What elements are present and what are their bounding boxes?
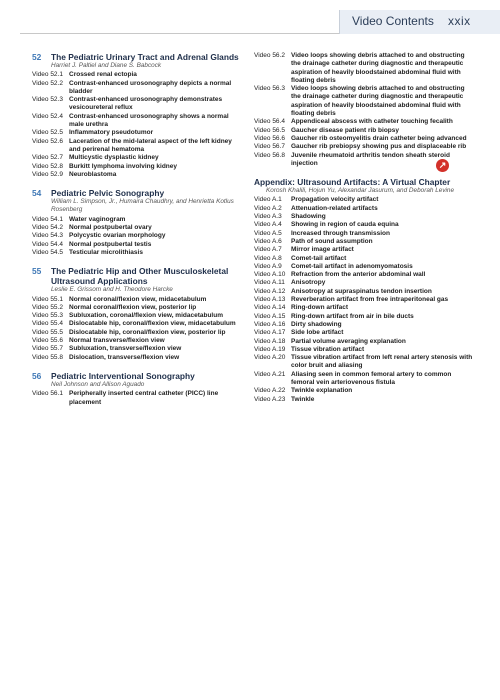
video-title: Contrast-enhanced urosonography shows a normal male urethra bbox=[69, 112, 229, 129]
video-entry[interactable] bbox=[32, 129, 244, 137]
video-title: Multicystic dysplastic kidney bbox=[69, 154, 159, 162]
video-number: Video 52.9 bbox=[32, 170, 63, 178]
chapter-heading[interactable] bbox=[32, 266, 244, 286]
video-title: Tissue vibration artifact bbox=[291, 345, 365, 353]
video-entry[interactable] bbox=[254, 221, 474, 229]
video-number: Video 56.3 bbox=[254, 85, 285, 93]
chapter-title: The Pediatric Urinary Tract and Adrenal Glands bbox=[51, 52, 239, 62]
video-number: Video A.20 bbox=[254, 354, 286, 362]
video-entry[interactable] bbox=[254, 321, 474, 329]
video-entry[interactable] bbox=[254, 196, 474, 204]
video-entry[interactable] bbox=[32, 171, 244, 179]
video-entry[interactable] bbox=[32, 224, 244, 232]
video-number: Video A.9 bbox=[254, 262, 282, 270]
video-title: Comet-tail artifact in adenomyomatosis bbox=[291, 262, 413, 270]
video-number: Video A.10 bbox=[254, 271, 286, 279]
video-entry[interactable] bbox=[32, 312, 244, 320]
video-title: Subluxation, coronal/flexion view, midacetabulum bbox=[69, 312, 223, 320]
video-title: Gaucher disease patient rib biopsy bbox=[291, 126, 400, 134]
video-entry[interactable] bbox=[254, 279, 474, 287]
chapter-number: 56 bbox=[32, 370, 42, 381]
video-title: Video loops showing debris attached to and obstructing the drainage catheter during diagnostic and therapeutic aspiration of heavily bloodstained abdominal fluid with floating debris bbox=[291, 52, 465, 84]
video-number: Video 52.2 bbox=[32, 79, 63, 87]
video-entry[interactable] bbox=[254, 396, 474, 404]
chapter-heading[interactable] bbox=[32, 371, 244, 381]
video-entry[interactable] bbox=[32, 329, 244, 337]
video-entry[interactable] bbox=[254, 271, 474, 279]
right-column bbox=[254, 52, 474, 413]
video-entry[interactable] bbox=[254, 85, 474, 118]
video-number: Video 56.2 bbox=[254, 52, 285, 59]
video-title: Partial volume averaging explanation bbox=[291, 337, 406, 345]
video-number: Video 52.7 bbox=[32, 154, 63, 162]
video-entry[interactable] bbox=[254, 238, 474, 246]
video-number: Video 55.2 bbox=[32, 303, 63, 311]
chapter-heading[interactable] bbox=[32, 52, 244, 62]
video-title: Dislocation, transverse/flexion view bbox=[69, 353, 180, 361]
video-number: Video A.17 bbox=[254, 329, 286, 337]
video-entry[interactable] bbox=[32, 138, 244, 155]
video-title: Laceration of the mid-lateral aspect of the left kidney and perirenal hematoma bbox=[69, 137, 232, 153]
video-number: Video A.13 bbox=[254, 296, 286, 304]
video-title: Video loops showing debris attached to and obstructing the drainage catheter during diagnostic and therapeutic aspiration of heavily bloodstained abdominal fluid with floating debris bbox=[291, 85, 465, 118]
video-number: Video A.7 bbox=[254, 246, 282, 254]
video-entry[interactable] bbox=[32, 241, 244, 249]
continued-video-list bbox=[254, 52, 474, 168]
video-number: Video A.5 bbox=[254, 229, 282, 237]
video-number: Video 52.6 bbox=[32, 137, 63, 145]
video-title: Gaucher rib prebiopsy showing pus and displaceable rib bbox=[291, 143, 467, 151]
video-entry[interactable] bbox=[254, 371, 474, 388]
video-number: Video A.16 bbox=[254, 320, 286, 328]
video-title: Normal coronal/flexion view, midacetabulum bbox=[69, 295, 207, 303]
video-title: Anisotropy bbox=[291, 279, 326, 287]
video-title: Mirror image artifact bbox=[291, 246, 354, 254]
video-number: Video A.4 bbox=[254, 221, 282, 229]
video-number: Video 52.5 bbox=[32, 129, 63, 137]
video-title: Aliasing seen in common femoral artery to common femoral vein arteriovenous fistula bbox=[291, 370, 452, 386]
video-title: Neuroblastoma bbox=[69, 170, 117, 178]
appendix-title: Appendix: Ultrasound Artifacts: A Virtual Chapter bbox=[254, 177, 451, 188]
video-number: Video 55.8 bbox=[32, 353, 63, 361]
chapter-number: 55 bbox=[32, 266, 42, 277]
external-video-icon[interactable]: ↗ bbox=[436, 159, 449, 172]
video-title: Contrast-enhanced urosonography demonstrates vesicoureteral reflux bbox=[69, 96, 223, 112]
chapter-section bbox=[32, 188, 244, 257]
video-title: Polycystic ovarian morphology bbox=[69, 232, 166, 240]
video-entry[interactable] bbox=[254, 263, 474, 271]
video-entry[interactable] bbox=[254, 52, 474, 85]
video-title: Appendiceal abscess with catheter touching fecalith bbox=[291, 118, 453, 126]
video-title: Propagation velocity artifact bbox=[291, 196, 379, 204]
video-entry[interactable] bbox=[32, 232, 244, 240]
chapter-heading[interactable] bbox=[32, 188, 244, 198]
video-number: Video 56.1 bbox=[32, 390, 63, 398]
video-number: Video 55.4 bbox=[32, 320, 63, 328]
video-title: Side lobe artifact bbox=[291, 329, 344, 337]
video-entry[interactable] bbox=[254, 296, 474, 304]
video-entry[interactable] bbox=[32, 304, 244, 312]
video-entry[interactable] bbox=[254, 127, 474, 135]
video-entry[interactable] bbox=[32, 390, 244, 407]
video-entry[interactable] bbox=[32, 163, 244, 171]
video-title: Burkitt lymphoma involving kidney bbox=[69, 162, 177, 170]
video-entry[interactable] bbox=[254, 304, 474, 312]
video-number: Video 54.1 bbox=[32, 215, 63, 223]
chapter-section bbox=[32, 52, 244, 179]
video-entry[interactable] bbox=[32, 113, 244, 130]
video-title: Contrast-enhanced urosonography depicts a normal bladder bbox=[69, 79, 232, 95]
video-entry[interactable] bbox=[32, 249, 244, 257]
video-title: Dislocatable hip, coronal/flexion view, midacetabulum bbox=[69, 320, 236, 328]
video-number: Video 56.8 bbox=[254, 151, 285, 159]
video-number: Video 56.6 bbox=[254, 134, 285, 142]
video-entry[interactable] bbox=[254, 118, 474, 126]
video-entry[interactable] bbox=[254, 346, 474, 354]
video-entry[interactable] bbox=[32, 96, 244, 113]
appendix-authors: Korosh Khalili, Hojun Yu, Alexandar Jasurum, and Deborah Levine bbox=[266, 187, 455, 195]
video-number: Video A.8 bbox=[254, 254, 282, 262]
video-title: Normal postpubertal testis bbox=[69, 240, 152, 248]
video-number: Video A.23 bbox=[254, 395, 286, 403]
video-title: Path of sound assumption bbox=[291, 237, 373, 245]
video-title: Twinkle bbox=[291, 395, 315, 403]
chapter-section bbox=[32, 371, 244, 407]
video-number: Video 55.5 bbox=[32, 328, 63, 336]
video-entry[interactable] bbox=[254, 246, 474, 254]
video-number: Video A.1 bbox=[254, 196, 282, 204]
video-entry[interactable] bbox=[254, 288, 474, 296]
video-title: Crossed renal ectopia bbox=[69, 71, 137, 79]
video-entry[interactable] bbox=[32, 80, 244, 97]
video-title: Comet-tail artifact bbox=[291, 254, 347, 262]
video-number: Video A.3 bbox=[254, 213, 282, 221]
chapter-authors: Harriet J. Paltiel and Diane S. Babcock bbox=[51, 62, 162, 69]
video-title: Dislocatable hip, coronal/flexion view, posterior lip bbox=[69, 328, 226, 336]
video-title: Showing in region of cauda equina bbox=[291, 221, 399, 229]
video-title: Peripherally inserted central catheter (PICC) line placement bbox=[69, 390, 219, 406]
video-number: Video 55.7 bbox=[32, 345, 63, 353]
appendix-section bbox=[254, 177, 474, 404]
video-number: Video 52.8 bbox=[32, 162, 63, 170]
video-number: Video A.21 bbox=[254, 370, 286, 378]
video-number: Video A.12 bbox=[254, 287, 286, 295]
video-number: Video 55.1 bbox=[32, 295, 63, 303]
video-number: Video 52.4 bbox=[32, 112, 63, 120]
video-number: Video A.2 bbox=[254, 204, 282, 212]
video-title: Reverberation artifact from free intraperitoneal gas bbox=[291, 296, 449, 304]
video-entry[interactable] bbox=[254, 230, 474, 238]
video-title: Normal postpubertal ovary bbox=[69, 224, 152, 232]
video-title: Subluxation, transverse/flexion view bbox=[69, 345, 182, 353]
chapter-authors: Leslie E. Grissom and H. Theodore Harcke bbox=[51, 286, 173, 294]
video-entry[interactable] bbox=[254, 135, 474, 143]
video-entry[interactable] bbox=[32, 337, 244, 345]
video-number: Video 52.1 bbox=[32, 71, 63, 79]
video-number: Video A.22 bbox=[254, 387, 286, 395]
page-header bbox=[0, 0, 500, 44]
video-number: Video 55.6 bbox=[32, 337, 63, 345]
video-title: Gaucher rib osteomyelitis drain catheter being advanced bbox=[291, 134, 467, 142]
video-entry[interactable] bbox=[254, 313, 474, 321]
video-title: Tissue vibration artifact from left renal artery stenosis with color bruit and aliasing bbox=[291, 354, 473, 370]
video-title: Anisotropy at supraspinatus tendon insertion bbox=[291, 287, 432, 295]
video-number: Video A.11 bbox=[254, 279, 285, 287]
video-entry[interactable] bbox=[254, 255, 474, 263]
video-title: Twinkle explanation bbox=[291, 387, 353, 395]
video-number: Video 56.5 bbox=[254, 126, 285, 134]
video-number: Video 54.5 bbox=[32, 248, 63, 256]
video-entry[interactable] bbox=[32, 320, 244, 328]
video-title: Ring-down artifact from air in bile ducts bbox=[291, 312, 414, 320]
video-number: Video 56.7 bbox=[254, 143, 285, 151]
chapter-section bbox=[32, 266, 244, 362]
video-entry[interactable] bbox=[254, 213, 474, 221]
video-title: Attenuation-related artifacts bbox=[291, 204, 378, 212]
video-number: Video A.15 bbox=[254, 312, 286, 320]
page-number: xxix bbox=[448, 14, 471, 28]
video-title: Ring-down artifact bbox=[291, 304, 349, 312]
video-entry[interactable] bbox=[32, 354, 244, 362]
video-entry[interactable] bbox=[254, 143, 474, 151]
chapter-number: 52 bbox=[32, 52, 42, 62]
running-head-title: Video Contents bbox=[352, 14, 434, 28]
video-number: Video 55.3 bbox=[32, 312, 63, 320]
chapter-authors: William L. Simpson, Jr., Humaira Chaudhry, and Henrietta Kotlus Rosenberg bbox=[51, 198, 234, 214]
video-title: Juvenile rheumatoid arthritis tendon sheath steroid injection bbox=[291, 151, 450, 167]
video-entry[interactable] bbox=[254, 205, 474, 213]
video-entry[interactable] bbox=[32, 296, 244, 304]
appendix-heading[interactable] bbox=[254, 177, 474, 187]
chapter-number: 54 bbox=[32, 188, 42, 199]
video-number: Video 52.3 bbox=[32, 96, 63, 104]
chapter-authors: Neil Johnson and Allison Aguado bbox=[51, 380, 145, 388]
chapter-title: The Pediatric Hip and Other Musculoskeletal Ultrasound Applications bbox=[51, 266, 229, 287]
video-number: Video A.14 bbox=[254, 304, 286, 312]
video-number: Video A.18 bbox=[254, 337, 286, 345]
video-entry[interactable] bbox=[254, 338, 474, 346]
video-number: Video 54.3 bbox=[32, 232, 63, 240]
left-column bbox=[32, 52, 244, 416]
video-number: Video 56.4 bbox=[254, 118, 285, 126]
video-number: Video A.6 bbox=[254, 237, 282, 245]
video-title: Shadowing bbox=[291, 213, 326, 221]
video-entry[interactable] bbox=[32, 154, 244, 162]
chapter-title: Pediatric Pelvic Sonography bbox=[51, 188, 165, 199]
video-title: Normal transverse/flexion view bbox=[69, 337, 165, 345]
video-title: Dirty shadowing bbox=[291, 320, 342, 328]
video-number: Video 54.2 bbox=[32, 224, 63, 232]
video-entry[interactable] bbox=[32, 345, 244, 353]
video-entry[interactable] bbox=[254, 354, 474, 371]
video-entry[interactable] bbox=[254, 329, 474, 337]
video-title: Increased through transmission bbox=[291, 229, 390, 237]
video-title: Inflammatory pseudotumor bbox=[69, 129, 154, 137]
chapter-title: Pediatric Interventional Sonography bbox=[51, 370, 195, 381]
video-title: Refraction from the anterior abdominal wall bbox=[291, 271, 426, 279]
video-entry[interactable] bbox=[32, 216, 244, 224]
video-title: Normal coronal/flexion view, posterior lip bbox=[69, 303, 197, 311]
video-entry[interactable] bbox=[254, 387, 474, 395]
video-number: Video 54.4 bbox=[32, 240, 63, 248]
video-number: Video A.19 bbox=[254, 345, 286, 353]
video-entry[interactable] bbox=[32, 71, 244, 79]
video-title: Water vaginogram bbox=[69, 215, 126, 223]
video-title: Testicular microlithiasis bbox=[69, 248, 143, 256]
